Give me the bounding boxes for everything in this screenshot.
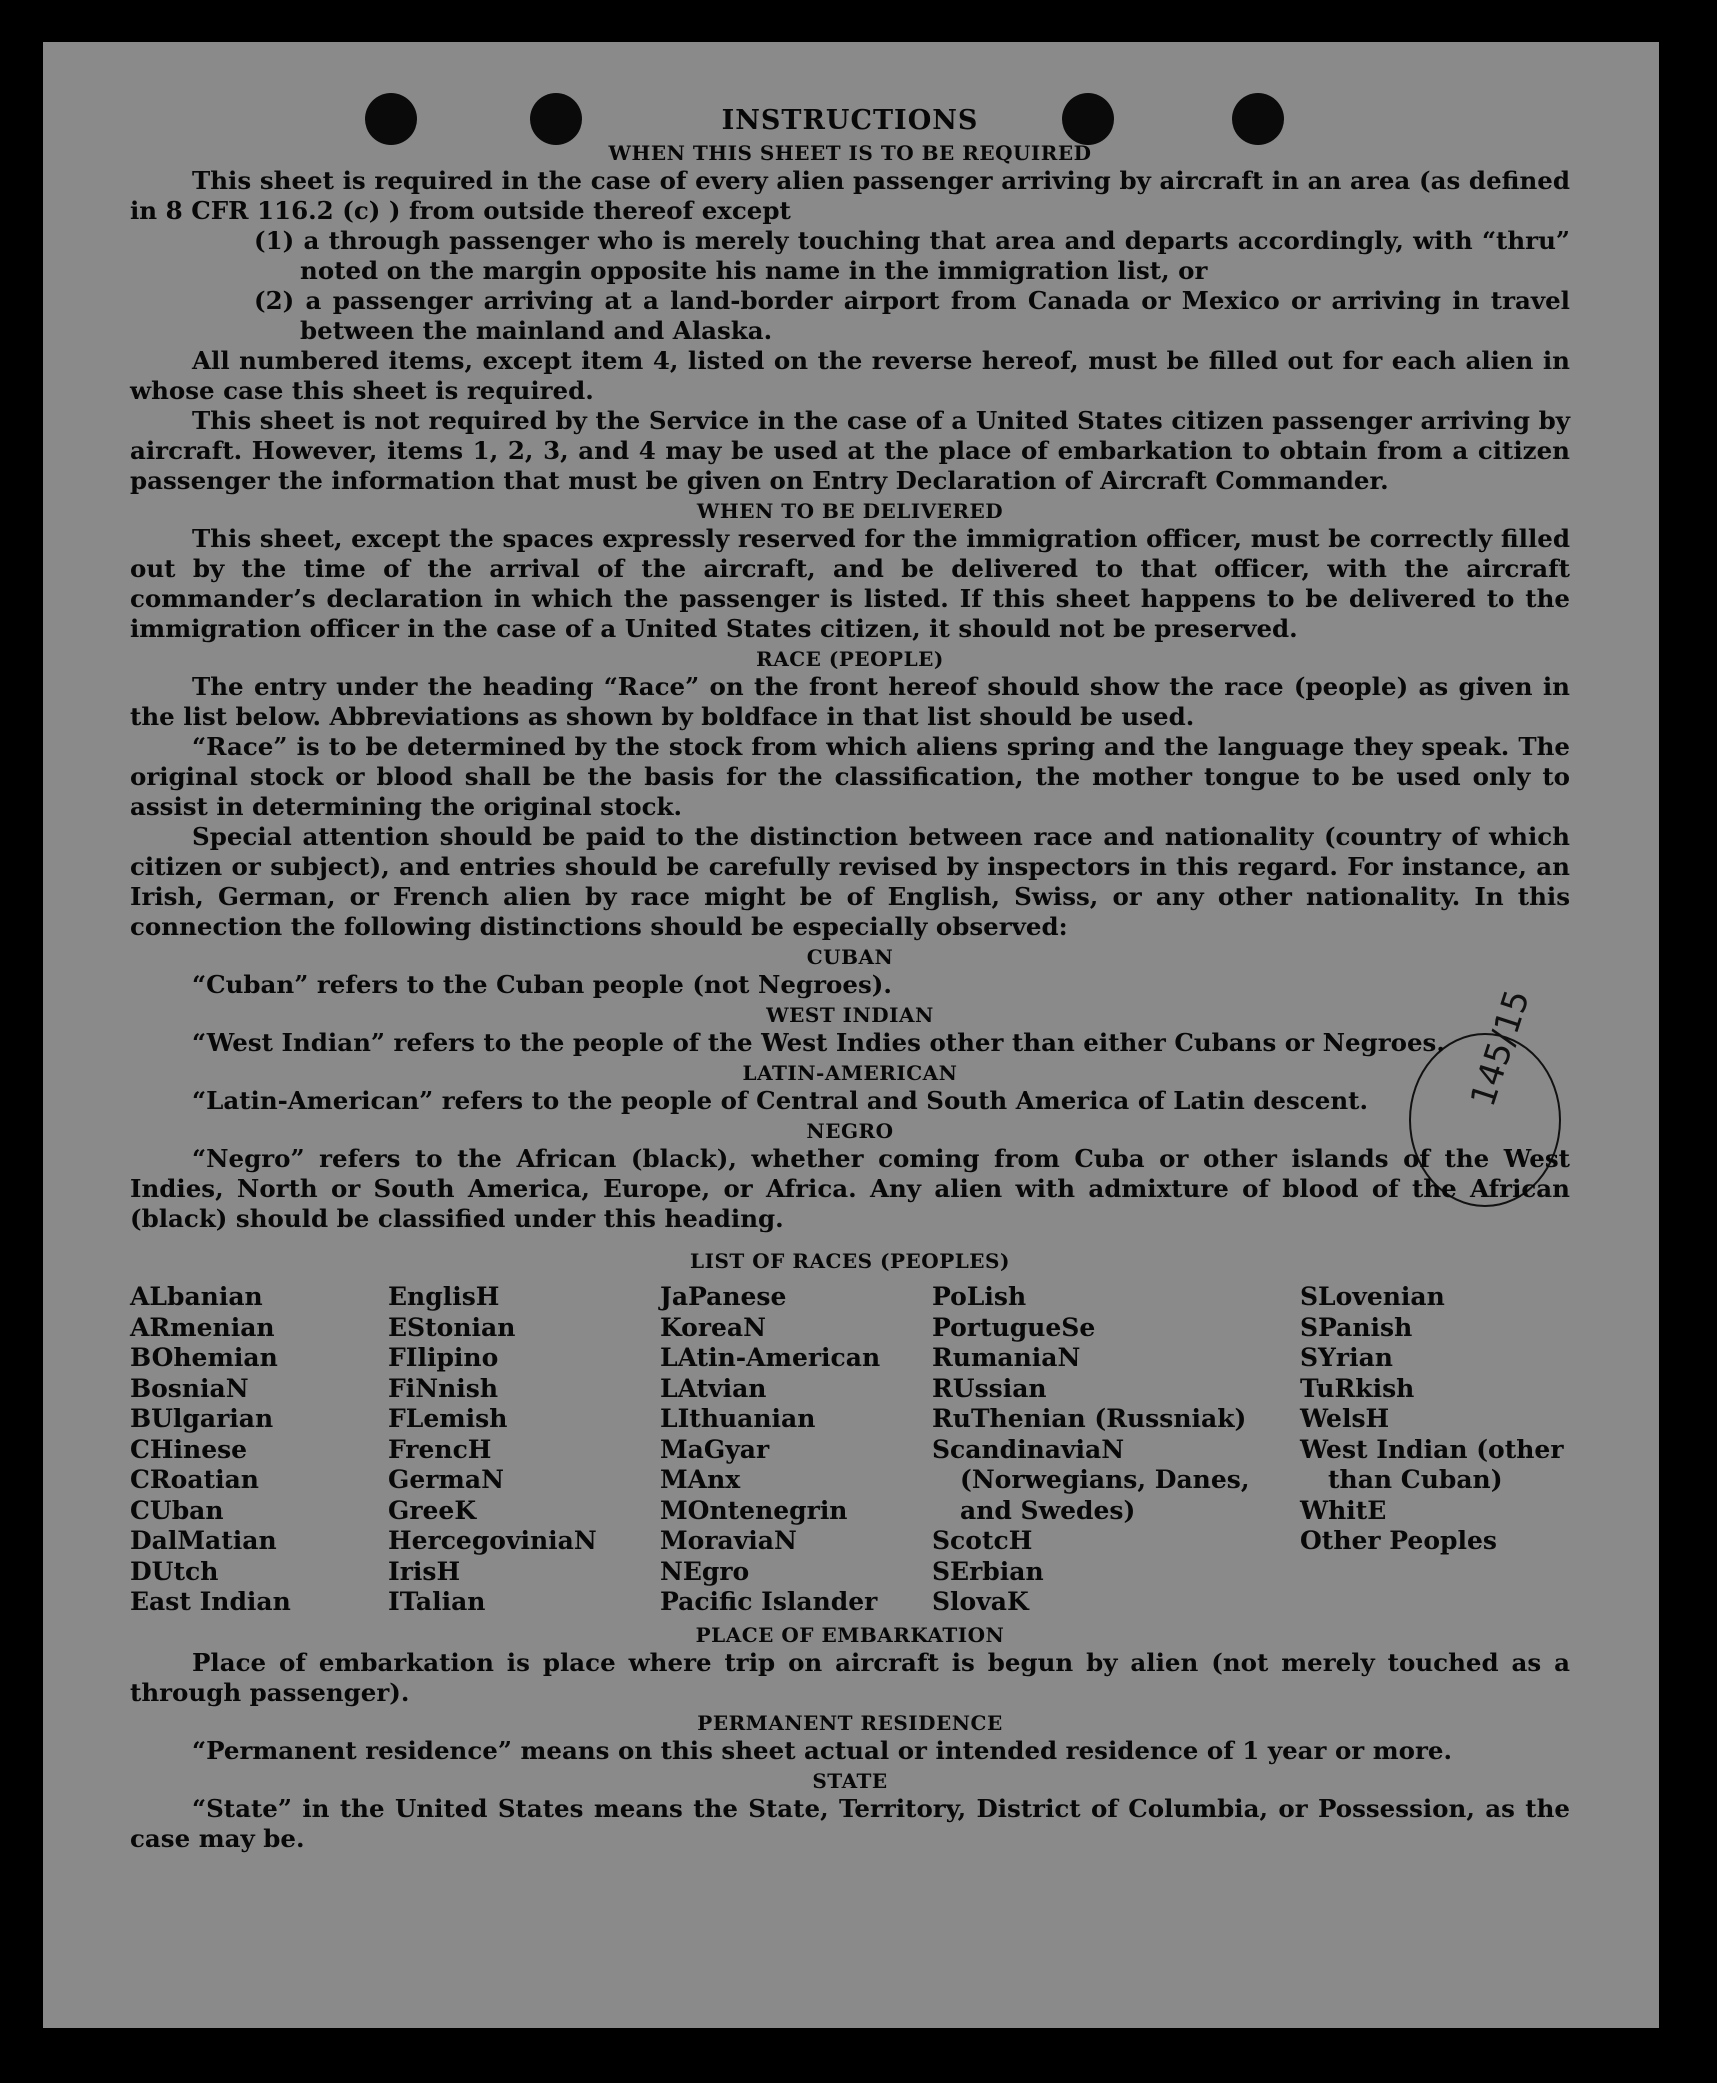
race-column	[660, 1282, 932, 1618]
definition: “Cuban” refers to the Cuban people (not Negroes).	[192, 970, 892, 999]
instructions-body	[130, 104, 1570, 1854]
race-item: MoraviaN	[660, 1526, 797, 1555]
race-item: LAtvian	[660, 1373, 767, 1403]
definition: “West Indian” refers to the people of the West Indies other than either Cubans or Negroes.	[192, 1028, 1445, 1057]
race-item: IrisH	[388, 1556, 461, 1586]
section-heading: NEGRO	[806, 1119, 894, 1143]
race-item: ARmenian	[130, 1312, 275, 1342]
race-item: PoLish	[932, 1282, 1027, 1311]
race-item: SYrian	[1300, 1343, 1393, 1372]
section-heading: WEST INDIAN	[766, 1003, 934, 1027]
paragraph: Place of embarkation is place where trip on aircraft is begun by alien (not merely touched as a through passenger).	[130, 1647, 1570, 1707]
race-item: EnglisH	[388, 1282, 500, 1311]
race-item: ScandinaviaN (Norwegians, Danes, and Swedes)	[932, 1434, 1250, 1525]
race-item: East Indian	[130, 1587, 291, 1616]
section-heading: RACE (PEOPLE)	[756, 647, 944, 671]
form-sheet	[43, 42, 1659, 2028]
race-column	[1300, 1282, 1570, 1618]
race-item: WhitE	[1300, 1495, 1387, 1525]
race-item: GreeK	[388, 1495, 477, 1525]
race-item: FrencH	[388, 1434, 492, 1464]
section-heading: WHEN THIS SHEET IS TO BE REQUIRED	[608, 141, 1092, 165]
race-item: CRoatian	[130, 1465, 259, 1494]
race-item: Other Peoples	[1300, 1526, 1497, 1555]
paragraph: “State” in the United States means the State, Territory, District of Columbia, or Possession, as the case may be.	[130, 1793, 1570, 1853]
race-item: KoreaN	[660, 1312, 766, 1342]
race-item: GermaN	[388, 1465, 504, 1494]
race-item: SlovaK	[932, 1587, 1029, 1616]
race-column	[130, 1282, 388, 1618]
race-item: DalMatian	[130, 1526, 277, 1555]
race-item: BUlgarian	[130, 1404, 274, 1433]
race-item: WelsH	[1300, 1404, 1390, 1433]
race-item: RUssian	[932, 1373, 1047, 1403]
race-item: West Indian (other than Cuban)	[1300, 1434, 1564, 1494]
race-item: LIthuanian	[660, 1404, 816, 1433]
race-item: HercegoviniaN	[388, 1526, 597, 1555]
race-item: SLovenian	[1300, 1282, 1445, 1311]
race-item: SErbian	[932, 1556, 1044, 1586]
race-item: PortugueSe	[932, 1312, 1096, 1342]
paragraph: “Permanent residence” means on this sheet actual or intended residence of 1 year or more.	[192, 1735, 1453, 1765]
paragraph: The entry under the heading “Race” on the front hereof should show the race (people) as given in the list below. Abbreviations as shown by boldface in that list should be used.	[130, 672, 1570, 731]
race-item: EStonian	[388, 1312, 516, 1342]
race-item: BOhemian	[130, 1343, 278, 1372]
race-item: FiNnish	[388, 1373, 499, 1403]
race-list	[130, 1282, 1570, 1618]
definition: “Negro” refers to the African (black), whether coming from Cuba or other islands of the West Indies, North or South America, Europe, or Africa. Any alien with admixture of blood of the African (black) should be classified under this heading.	[130, 1144, 1570, 1233]
race-item: CUban	[130, 1495, 224, 1525]
list-item: (2) a passenger arriving at a land-border airport from Canada or Mexico or arriving in travel between the mainland and Alaska.	[254, 286, 1570, 345]
race-item: RuThenian (Russniak)	[932, 1404, 1247, 1433]
race-item: DUtch	[130, 1556, 219, 1586]
paragraph: All numbered items, except item 4, listed on the reverse hereof, must be filled out for each alien in whose case this sheet is required.	[130, 346, 1570, 405]
race-item: NEgro	[660, 1556, 750, 1586]
race-item: RumaniaN	[932, 1343, 1081, 1372]
section-heading: PERMANENT RESIDENCE	[697, 1710, 1003, 1735]
race-item: ALbanian	[130, 1282, 263, 1311]
page-title: INSTRUCTIONS	[721, 105, 979, 136]
section-heading: LIST OF RACES (PEOPLES)	[690, 1249, 1010, 1273]
race-item: ScotcH	[932, 1526, 1033, 1555]
paragraph: This sheet, except the spaces expressly reserved for the immigration officer, must be correctly filled out by the time of the arrival of the aircraft, and be delivered to that officer, with the aircraft commander’s declaration in which the passenger is listed. If this sheet happens to be delivered to the immigration officer in the case of a United States citizen, it should not be preserved.	[130, 524, 1570, 643]
paragraph: This sheet is required in the case of every alien passenger arriving by aircraft in an area (as defined in 8 CFR 116.2 (c) ) from outside thereof except	[130, 166, 1570, 225]
section-heading: PLACE OF EMBARKATION	[695, 1622, 1005, 1647]
race-item: MOntenegrin	[660, 1495, 848, 1525]
race-item: MAnx	[660, 1465, 741, 1494]
race-column	[388, 1282, 660, 1618]
race-item: FLemish	[388, 1404, 508, 1433]
paragraph: Special attention should be paid to the distinction between race and nationality (country of which citizen or subject), and entries should be carefully revised by inspectors in this regard. For instance, an Irish, German, or French alien by race might be of English, Swiss, or any other nationality. In this connection the following distinctions should be especially observed:	[130, 822, 1570, 941]
race-item: FIlipino	[388, 1343, 499, 1372]
race-item: LAtin-American	[660, 1343, 881, 1372]
race-item: TuRkish	[1300, 1373, 1415, 1403]
race-item: SPanish	[1300, 1312, 1413, 1342]
paragraph: “Race” is to be determined by the stock from which aliens spring and the language they speak. The original stock or blood shall be the basis for the classification, the mother tongue to be used only to assist in determining the original stock.	[130, 732, 1570, 821]
race-item: ITalian	[388, 1587, 486, 1616]
list-item: (1) a through passenger who is merely touching that area and departs accordingly, with “thru” noted on the margin opposite his name in the immigration list, or	[254, 226, 1570, 285]
race-item: JaPanese	[660, 1282, 787, 1311]
paragraph: This sheet is not required by the Service in the case of a United States citizen passenger arriving by aircraft. However, items 1, 2, 3, and 4 may be used at the place of embarkation to obtain from a citizen passenger the information that must be given on Entry Declaration of Aircraft Commander.	[130, 406, 1570, 495]
race-item: MaGyar	[660, 1434, 770, 1464]
race-item: BosniaN	[130, 1373, 249, 1403]
section-heading: LATIN-AMERICAN	[742, 1061, 958, 1085]
section-heading: STATE	[812, 1768, 888, 1793]
definition: “Latin-American” refers to the people of Central and South America of Latin descent.	[192, 1086, 1368, 1115]
race-item: CHinese	[130, 1434, 248, 1464]
handwritten-annotation: 145/15	[1463, 985, 1539, 1112]
section-heading: WHEN TO BE DELIVERED	[696, 499, 1004, 523]
race-item: Pacific Islander	[660, 1587, 878, 1616]
section-heading: CUBAN	[806, 945, 894, 969]
race-column	[932, 1282, 1300, 1618]
